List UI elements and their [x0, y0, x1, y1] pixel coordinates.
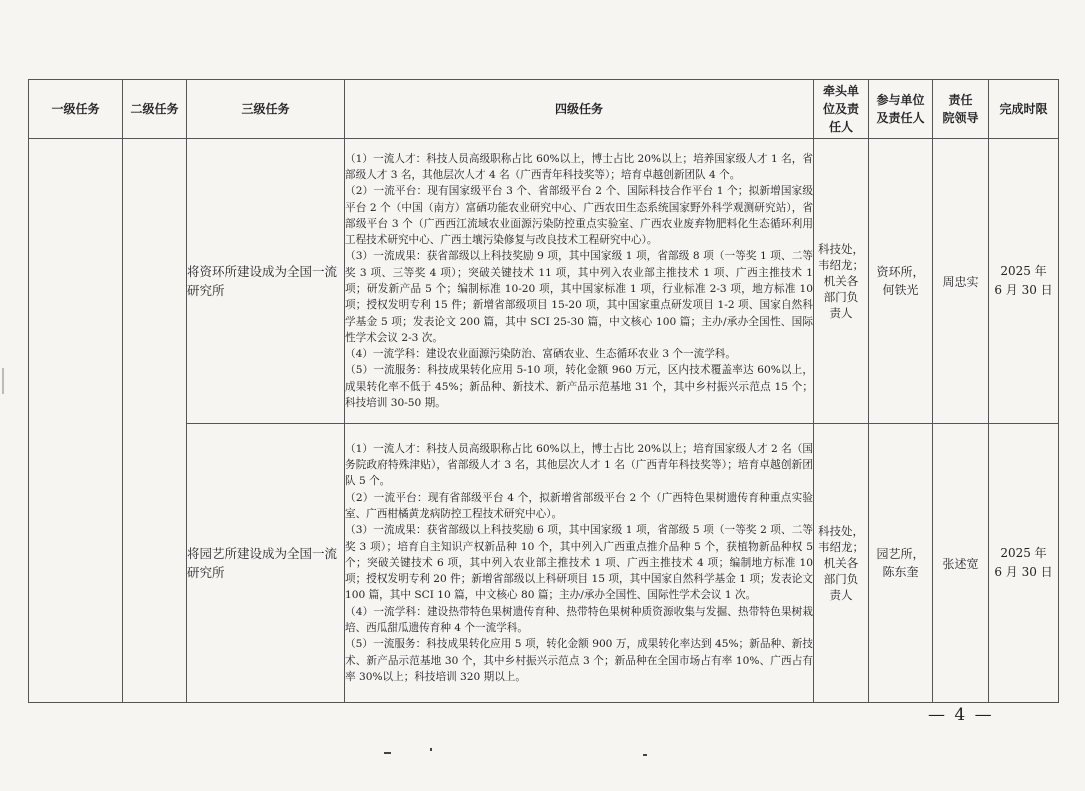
- page-number: — 4 —: [928, 705, 994, 725]
- lead-unit-cell: 科技处， 韦绍龙； 机关各 部门负 责人: [814, 424, 869, 703]
- task-table: [28, 79, 1059, 703]
- header-level1-task: 一级任务: [29, 80, 123, 139]
- header-lead-unit: 牵头单 位及责 任人: [814, 80, 869, 139]
- level4-item: （4）一流学科：建设热带特色果树遗传育种、热带特色果树种质资源收集与发掘、热带特色果树栽培、西瓜甜瓜遗传育种 4 个一流学科。: [345, 605, 813, 635]
- level4-item: （1）一流人才：科技人员高级职称占比 60%以上，博士占比 20%以上；培育国家级人才 2 名（国务院政府特殊津贴），省部级人才 3 名，其他层次人才 1 名（广西青年科技奖等）；培育卓越创新团队 5 个。: [345, 442, 813, 488]
- responsible-leader-cell: 周忠实: [933, 139, 989, 424]
- level4-item: （2）一流平台：现有国家级平台 3 个、省部级平台 2 个、国际科技合作平台 1 个；拟新增国家级平台 2 个（中国（南方）富硒功能农业研究中心、广西农田生态系统国家野外科学观测研究站），省部级平台 3 个（广西西江流域农业面源污染防控重点实验室、广西农业废弃物肥料化生态循环利用工程技术研究中心、广西土壤污染修复与改良技术工程研究中心）。: [345, 185, 813, 247]
- level1-task-cell: [29, 139, 123, 703]
- partner-unit-cell: 园艺所， 陈东奎: [869, 424, 933, 703]
- level4-task-cell: [345, 139, 814, 424]
- deadline-cell: 2025 年 6 月 30 日: [989, 424, 1059, 703]
- lead-unit-cell: 科技处， 韦绍龙； 机关各 部门负 责人: [814, 139, 869, 424]
- partner-unit-cell: 资环所， 何铁光: [869, 139, 933, 424]
- scan-speck: [384, 752, 391, 754]
- header-responsible-leader: 责任 院领导: [933, 80, 989, 139]
- scan-margin-mark: [2, 368, 4, 394]
- table-header-row: [29, 80, 1059, 139]
- header-level3-task: 三级任务: [187, 80, 345, 139]
- scan-speck: [430, 748, 432, 751]
- header-level2-task: 二级任务: [123, 80, 187, 139]
- scan-speck: [643, 754, 647, 756]
- level4-task-cell: [345, 424, 814, 703]
- table-row: [29, 139, 1059, 424]
- header-deadline: 完成时限: [989, 80, 1059, 139]
- level4-item: （5）一流服务：科技成果转化应用 5-10 项，转化金额 960 万元，区内技术覆盖率达 60%以上，成果转化率不低于 45%；新品种、新技术、新产品示范基地 31 个，其中乡村振兴示范点 15 个；科技培训 30-50 期。: [345, 364, 813, 410]
- deadline-cell: 2025 年 6 月 30 日: [989, 139, 1059, 424]
- header-partner-unit: 参与单位 及责任人: [869, 80, 933, 139]
- level4-item: （3）一流成果：获省部级以上科技奖励 6 项，其中国家级 1 项，省部级 5 项（一等奖 2 项、二等奖 3 项）；培育自主知识产权新品种 10 个，其中列入广西重点推介品种 5 个，获植物新品种权 5 个；突破关键技术 6 项，其中列入农业部主推技术 1 项、广西主推技术 4 项；编制地方标准 10 项；授权发明专利 20 件；新增省部级以上科研项目 15 项，其中国家自然科学基金 1 项；发表论文 100 篇，其中 SCI 10 篇，中文核心 80 篇；主办/承办全国性、国际性学术会议 1 次。: [345, 524, 813, 602]
- level3-task-cell: 将园艺所建设成为全国一流研究所: [187, 424, 345, 703]
- header-level4-task: 四级任务: [345, 80, 814, 139]
- level3-task-cell: 将资环所建设成为全国一流研究所: [187, 139, 345, 424]
- level2-task-cell: [123, 139, 187, 703]
- responsible-leader-cell: 张述宽: [933, 424, 989, 703]
- level4-item: （1）一流人才：科技人员高级职称占比 60%以上，博士占比 20%以上；培养国家级人才 1 名，省部级人才 3 名，其他层次人才 4 名（广西青年科技奖等）；培育卓越创新团队 4 个。: [345, 152, 813, 181]
- level4-item: （5）一流服务：科技成果转化应用 5 项，转化金额 900 万，成果转化率达到 45%；新品种、新技术、新产品示范基地 30 个，其中乡村振兴示范点 3 个；新品种在全国市场占有率 10%、广西占有率 30%以上；科技培训 320 期以上。: [345, 638, 813, 683]
- level4-item: （4）一流学科：建设农业面源污染防治、富硒农业、生态循环农业 3 个一流学科。: [345, 348, 736, 361]
- level4-item: （3）一流成果：获省部级以上科技奖励 9 项，其中国家级 1 项，省部级 8 项（一等奖 1 项、二等奖 3 项、三等奖 4 项）；突破关键技术 11 项，其中列入农业部主推技术 1 项、广西主推技术 1 项；研发新产品 5 个；编制标准 10-20 项，其中国家标准 1 项，行业标准 2-3 项，地方标准 10 项；授权发明专利 15 件；新增省部级项目 15-20 项，其中国家重点研发项目 1-2 项、国家自然科学基金 5 项；发表论文 200 篇，其中 SCI 25-30 篇，中文核心 100 篇；主办/承办全国性、国际性学术会议 2-3 次。: [345, 250, 813, 344]
- level4-item: （2）一流平台：现有省部级平台 4 个，拟新增省部级平台 2 个（广西特色果树遗传育种重点实验室、广西柑橘黄龙病防控工程技术研究中心）。: [345, 491, 813, 520]
